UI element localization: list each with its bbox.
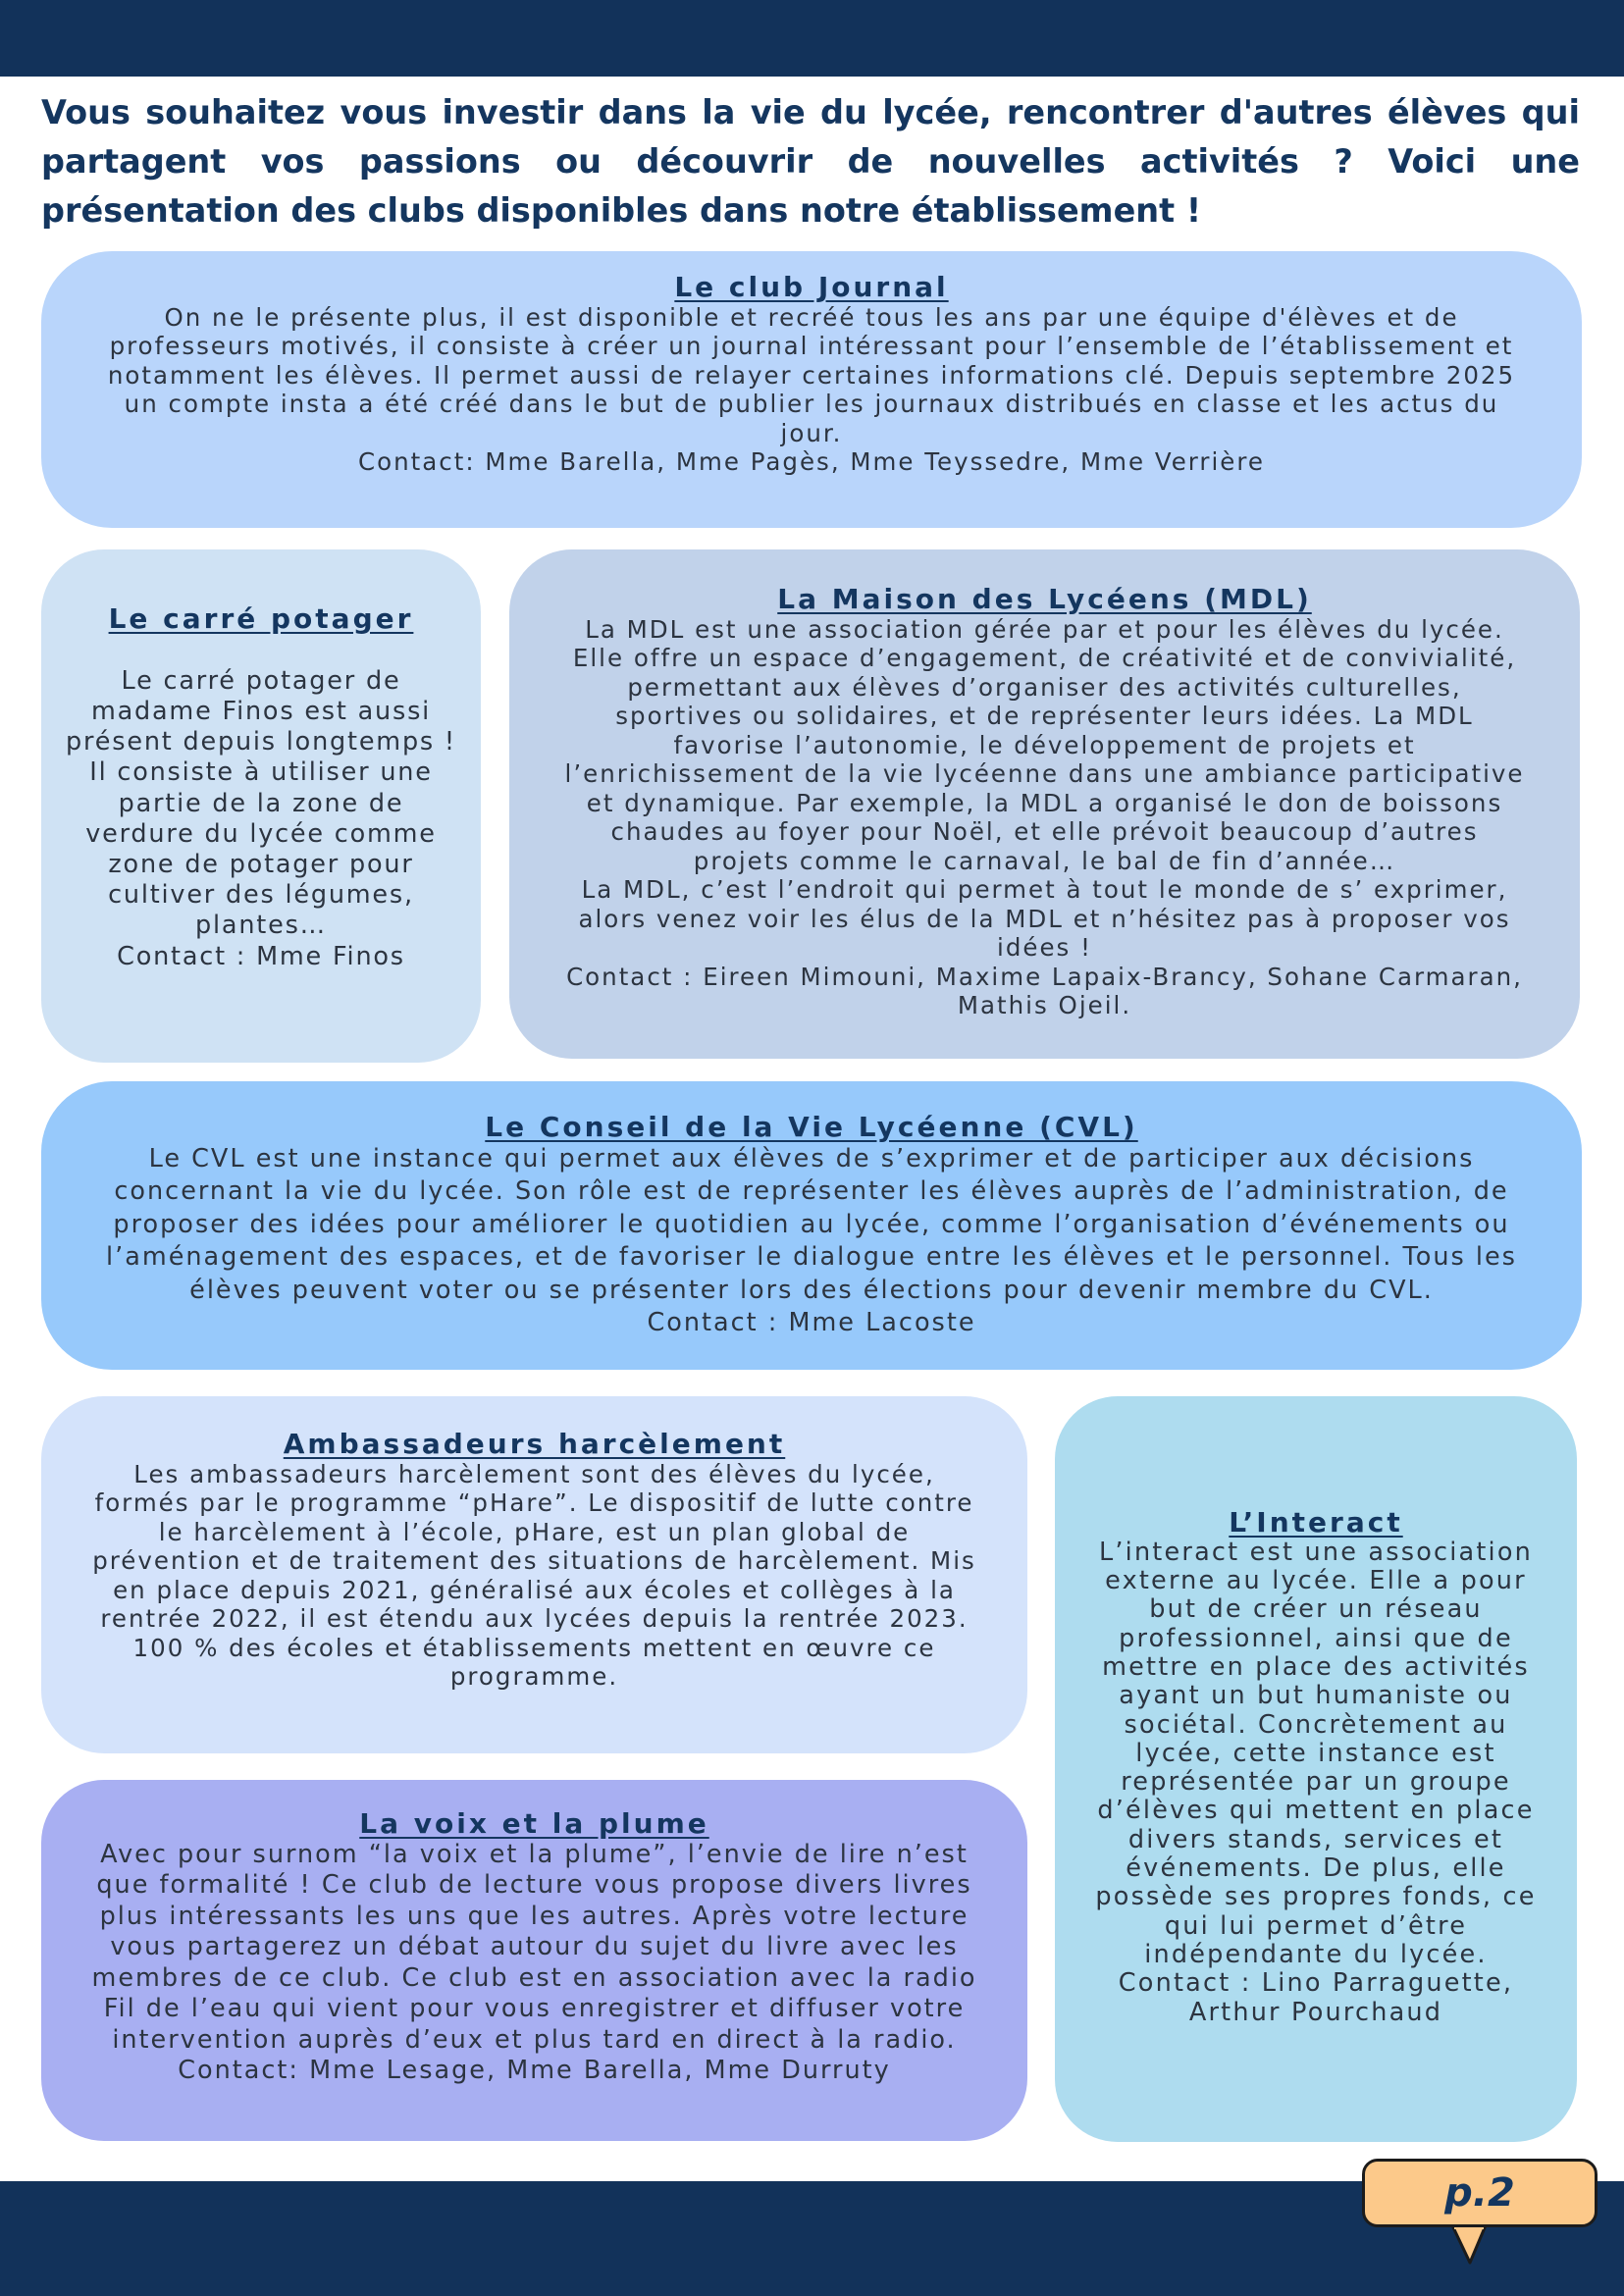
club-title-journal: Le club Journal (674, 271, 949, 303)
speech-bubble-tail-icon (1450, 2223, 1490, 2265)
club-description-interact: L’interact est une association externe au lycée. Elle a pour but de créer un réseau professionnel, ainsi que de mettre en place des activités ayant un but humaniste ou sociétal. Concrètement au lycée, cette instance est représentée par un groupe d’élèves qui mettent en place divers stands, services et événements. De plus, elle possède ses propres fonds, ce qui lui permet d’être indépendante du lycée. (1095, 1537, 1537, 1969)
club-card-mdl (509, 549, 1580, 1059)
club-card-ambassadeurs (41, 1396, 1027, 1753)
top-banner (0, 0, 1624, 77)
page-number: p.2 (1444, 2170, 1515, 2216)
club-card-potager (41, 549, 481, 1063)
intro-text: Vous souhaitez vous investir dans la vie du lycée, rencontrer d'autres élèves qui partagent vos passions ou découvrir de nouvelles activités ? Voici une présentation des clubs disponibles dans notre établissement ! (41, 93, 1580, 230)
club-description-ambassadeurs: Les ambassadeurs harcèlement sont des élèves du lycée, formés par le programme “pHare”. Le dispositif de lutte contre le harcèlement à l’école, pHare, est un plan global de prévention et de traitement des situations de harcèlement. Mis en place depuis 2021, généralisé aux écoles et collèges à la rentrée 2022, il est étendu aux lycées depuis la rentrée 2023. 100 % des écoles et établissements mettent en œuvre ce programme. (92, 1459, 976, 1692)
club-card-journal (41, 251, 1582, 528)
club-contact-potager: Contact : Mme Finos (117, 941, 405, 971)
club-description-voix-plume: Avec pour surnom “la voix et la plume”, l’envie de lire n’est que formalité ! Ce club de lecture vous propose divers livres plus intéressants les uns que les autres. Après votre lecture vous partagerez un débat autour du sujet du livre avec les membres de ce club. Ce club est en association avec la radio Fil de l’eau qui vient pour vous enregistrer et diffuser votre intervention auprès d’eux et plus tard en direct à la radio. (91, 1839, 977, 2055)
club-description-cvl: Le CVL est une instance qui permet aux élèves de s’exprimer et de participer aux décisions concernant la vie du lycée. Son rôle est de représenter les élèves auprès de l’administration, de proposer des idées pour améliorer le quotidien au lycée, comme l’organisation d’événements ou l’aménagement des espaces, et de favoriser le dialogue entre les élèves et le personnel. Tous les élèves peuvent voter ou se présenter lors des élections pour devenir membre du CVL. (106, 1143, 1517, 1305)
club-card-interact (1055, 1396, 1577, 2142)
club-description-potager: Le carré potager de madame Finos est aussi présent depuis longtemps ! Il consiste à utiliser une partie de la zone de verdure du lycée comme zone de potager pour cultiver des légumes, plantes… (66, 665, 456, 941)
club-contact-voix-plume: Contact: Mme Lesage, Mme Barella, Mme Durruty (178, 2056, 891, 2086)
club-title-potager: Le carré potager (108, 602, 414, 635)
club-title-ambassadeurs: Ambassadeurs harcèlement (283, 1428, 786, 1460)
club-title-interact: L’Interact (1229, 1506, 1403, 1539)
club-description-journal: On ne le présente plus, il est disponible et recréé tous les ans par une équipe d'élèves et de professeurs motivés, il consiste à créer un journal intéressant pour l’ensemble de l’établissement et notamment les élèves. Il permet aussi de relayer certaines informations clé. Depuis septembre 2025 un compte insta a été créé dans le but de publier les journaux distribués en classe et les actus du jour. (107, 302, 1516, 447)
club-card-cvl (41, 1081, 1582, 1370)
club-title-voix-plume: La voix et la plume (359, 1807, 709, 1840)
club-contact-journal: Contact: Mme Barella, Mme Pagès, Mme Teyssedre, Mme Verrière (358, 447, 1265, 477)
club-title-mdl: La Maison des Lycéens (MDL) (777, 583, 1312, 615)
club-contact-mdl: Contact : Eireen Mimouni, Maxime Lapaix-Brancy, Sohane Carmaran, Mathis Ojeil. (566, 962, 1523, 1020)
club-description-mdl: La MDL est une association gérée par et pour les élèves du lycée. Elle offre un espace d’engagement, de créativité et de convivialité, permettant aux élèves d’organiser des activités culturelles, sportives ou solidaires, et de représenter leurs idées. La MDL favorise l’autonomie, le développement de projets et l’enrichissement de la vie lycéenne dans une ambiance participative et dynamique. Par exemple, la MDL a organisé le don de boissons chaudes au foyer pour Noël, et elle prévoit beaucoup d’autres projets comme le carnaval, le bal de fin d’année… La MDL, c’est l’endroit qui permet à tout le monde de s’ exprimer, alors venez voir les élus de la MDL et n’hésitez pas à proposer vos idées ! (564, 614, 1525, 963)
page-number-badge (1362, 2159, 1598, 2227)
club-contact-cvl: Contact : Mme Lacoste (647, 1308, 976, 1338)
club-card-voix-plume (41, 1780, 1027, 2141)
club-contact-interact: Contact : Lino Parraguette, Arthur Pourchaud (1118, 1968, 1514, 2027)
club-title-cvl: Le Conseil de la Vie Lycéenne (CVL) (485, 1111, 1138, 1143)
